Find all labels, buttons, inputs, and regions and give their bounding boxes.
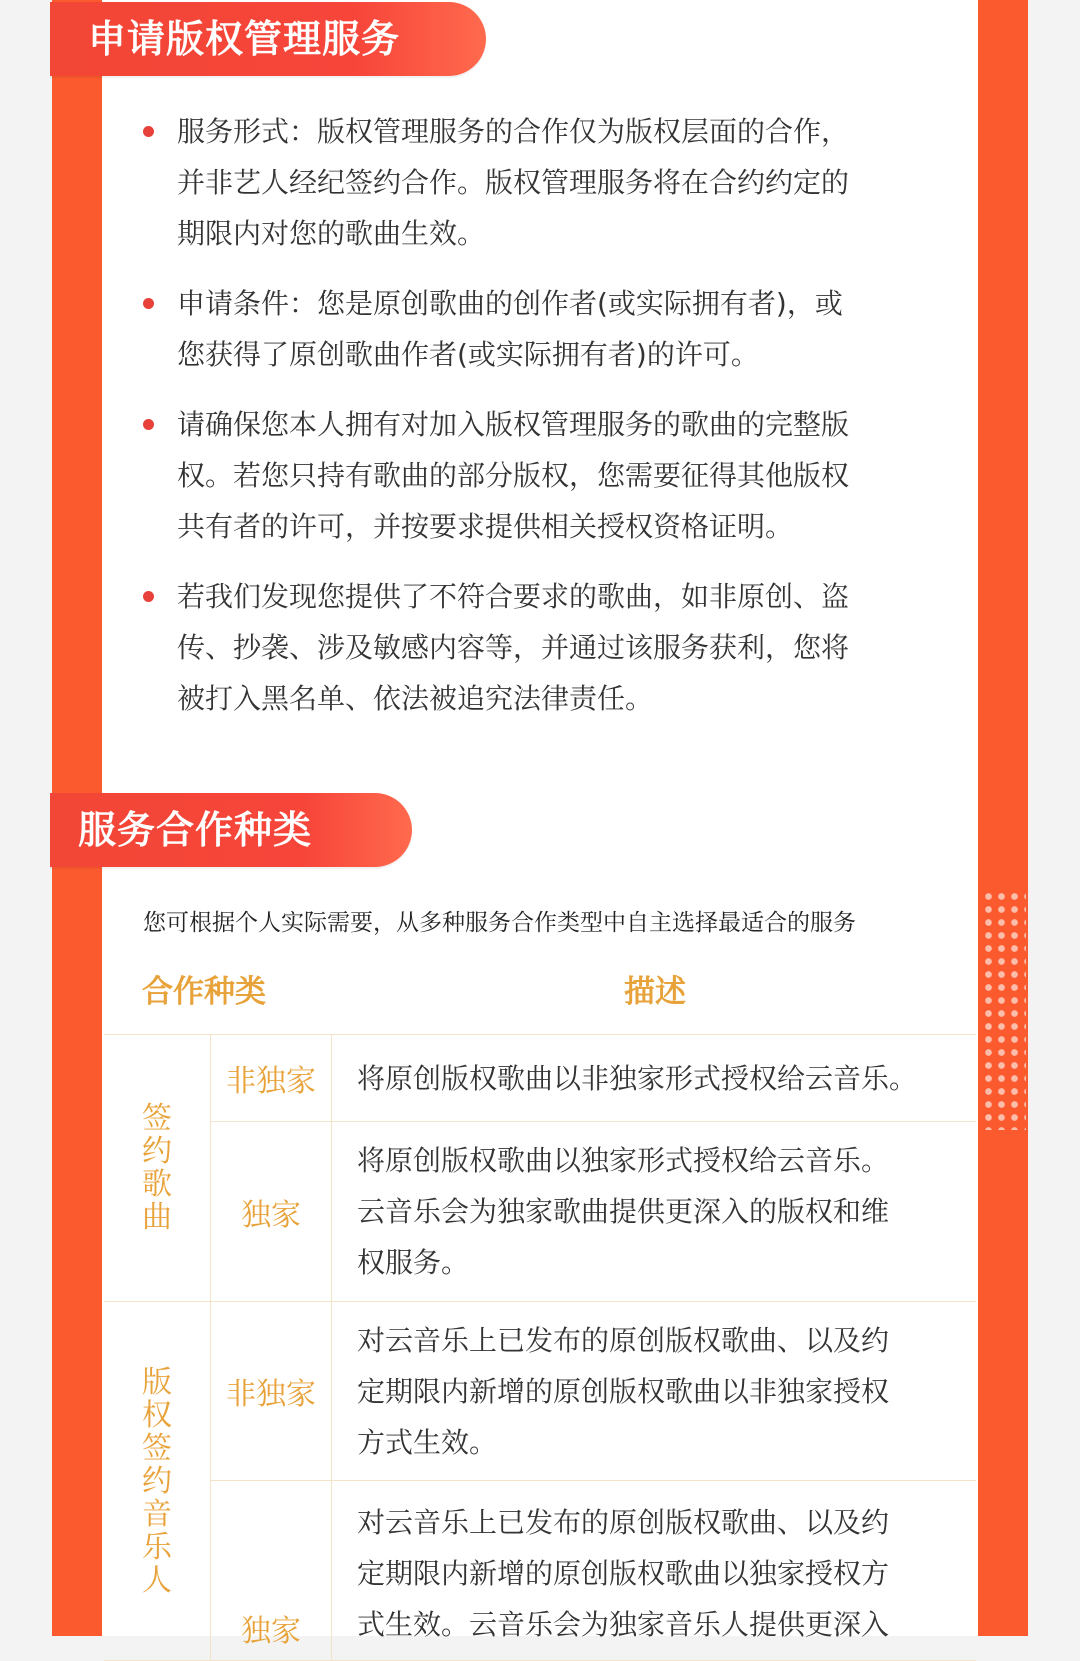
- bullet-dot-icon: [143, 591, 154, 602]
- category-sign-song: [104, 1035, 211, 1302]
- table-row: [104, 1481, 976, 1661]
- category-char: 版: [142, 1364, 172, 1400]
- category-char: 音: [142, 1496, 172, 1532]
- line: 申请条件：您是原创歌曲的创作者(或实际拥有者)，或: [177, 287, 843, 320]
- line: 权。若您只持有歌曲的部分版权，您需要征得其他版权: [177, 459, 850, 492]
- desc-line: 式生效。云音乐会为独家音乐人提供更深入: [357, 1608, 890, 1641]
- table-row: [104, 1122, 976, 1302]
- line: 您获得了原创歌曲作者(或实际拥有者)的许可。: [177, 338, 759, 371]
- desc-cell: [332, 1122, 977, 1302]
- bullet-dot-icon: [143, 126, 154, 137]
- type-cell: 非独家: [211, 1035, 332, 1122]
- section-title-apply-text: 申请版权管理服务: [88, 17, 401, 61]
- header-type: 合作种类: [142, 974, 266, 1010]
- category-char: 签: [142, 1430, 172, 1466]
- bullet-dot-icon: [143, 419, 154, 430]
- section-intro: 您可根据个人实际需要，从多种服务合作类型中自主选择最适合的服务: [143, 910, 856, 936]
- category-char: 歌: [142, 1167, 172, 1202]
- line: 并非艺人经纪签约合作。版权管理服务将在合约约定的: [177, 166, 850, 199]
- category-char: 人: [142, 1562, 172, 1598]
- category-sign-musician: [104, 1302, 211, 1661]
- desc-cell: [332, 1035, 977, 1122]
- type-cell: 独家: [211, 1481, 332, 1661]
- line: 若我们发现您提供了不符合要求的歌曲，如非原创、盗: [177, 580, 850, 613]
- table-row: [104, 1302, 976, 1481]
- service-types-table: [104, 1034, 976, 1661]
- line: 期限内对您的歌曲生效。: [177, 217, 486, 250]
- category-char: 权: [142, 1397, 172, 1433]
- desc-cell: [332, 1302, 977, 1481]
- desc-cell: [332, 1481, 977, 1661]
- desc-line: 定期限内新增的原创版权歌曲以非独家授权: [357, 1374, 890, 1408]
- header-desc: 描述: [624, 974, 686, 1010]
- bullet-dot-icon: [143, 298, 154, 309]
- desc-line: 对云音乐上已发布的原创版权歌曲、以及约: [357, 1323, 890, 1357]
- section-title-types: [50, 793, 412, 867]
- list-item: [143, 399, 933, 552]
- desc-line: 云音乐会为独家歌曲提供更深入的版权和维: [357, 1195, 890, 1228]
- desc-line: 方式生效。: [357, 1425, 498, 1459]
- category-char: 曲: [142, 1200, 172, 1235]
- requirements-list: [143, 106, 933, 743]
- type-cell: 独家: [211, 1122, 332, 1302]
- list-item: [143, 571, 933, 724]
- line: 被打入黑名单、依法被追究法律责任。: [177, 682, 654, 715]
- category-char: 签: [142, 1101, 172, 1136]
- category-char: 乐: [142, 1529, 172, 1565]
- line: 请确保您本人拥有对加入版权管理服务的歌曲的完整版: [177, 408, 850, 441]
- desc-line: 将原创版权歌曲以非独家形式授权给云音乐。: [357, 1061, 918, 1095]
- section-title-apply: [50, 2, 486, 76]
- category-char: 约: [142, 1463, 172, 1499]
- list-item: [143, 106, 933, 259]
- table-row: [104, 1035, 976, 1122]
- desc-line: 将原创版权歌曲以独家形式授权给云音乐。: [357, 1144, 890, 1177]
- line: 共有者的许可，并按要求提供相关授权资格证明。: [177, 510, 794, 543]
- desc-line: 对云音乐上已发布的原创版权歌曲、以及约: [357, 1506, 890, 1539]
- list-item: [143, 278, 933, 380]
- section-title-types-text: 服务合作种类: [78, 808, 313, 852]
- line: 传、抄袭、涉及敏感内容等，并通过该服务获利，您将: [177, 631, 850, 664]
- desc-line: 权服务。: [357, 1246, 470, 1279]
- decorative-dots: [982, 890, 1026, 1130]
- category-char: 约: [142, 1134, 172, 1169]
- type-cell: 非独家: [211, 1302, 332, 1481]
- line: 服务形式：版权管理服务的合作仅为版权层面的合作，: [177, 115, 850, 148]
- desc-line: 定期限内新增的原创版权歌曲以独家授权方: [357, 1557, 890, 1590]
